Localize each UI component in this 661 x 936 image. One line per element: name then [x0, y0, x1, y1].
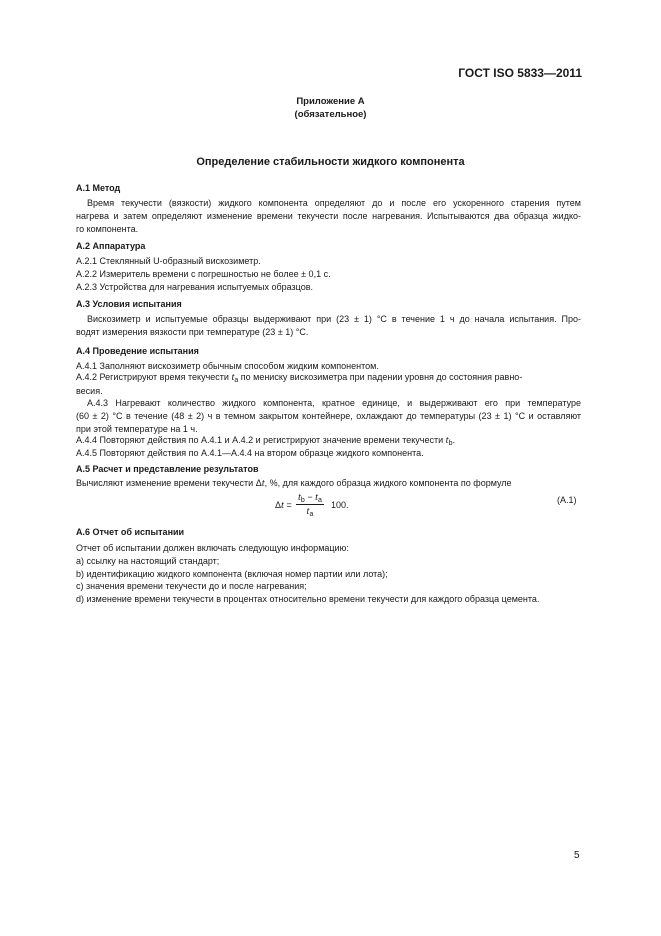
- section-a1-line-2: нагрева и затем определяют изменение времени текучести после нагревания. Испытываются два образца жидко-: [76, 211, 581, 221]
- section-a1-line-3: го компонента.: [76, 224, 139, 234]
- section-a4-item-3: А.4.3 Нагревают количество жидкого компонента, кратное единице, и выдерживают его при температуре: [87, 398, 581, 408]
- formula-lhs: Δt =: [275, 500, 292, 511]
- section-a5-intro: Вычисляют изменение времени текучести Δt, %, для каждого образца жидкого компонента по формуле: [76, 478, 512, 489]
- section-a2-item-3: А.2.3 Устройства для нагревания испытуемых образцов.: [76, 282, 313, 292]
- main-title: Определение стабильности жидкого компонента: [196, 156, 465, 168]
- section-a6-heading: А.6 Отчет об испытании: [76, 527, 185, 537]
- formula-factor: 100.: [331, 500, 349, 510]
- section-a3-line-2: водят измерения вязкости при температуре (23 ± 1) °С.: [76, 327, 309, 337]
- section-a4-item-1: А.4.1 Заполняют вискозиметр обычным способом жидким компонентом.: [76, 361, 379, 371]
- section-a5-heading: А.5 Расчет и представление результатов: [76, 464, 259, 474]
- page-number: 5: [574, 850, 580, 861]
- formula-number: (А.1): [557, 495, 577, 505]
- formula-numerator: $t_b - t_a$: [298, 492, 322, 504]
- section-a4-item-3-line-2: (60 ± 2) °С в течение (48 ± 2) ч в темном закрытом контейнере, охлаждают до температуры (23 ± 1) °С и оставляют: [76, 411, 581, 421]
- section-a4-heading: А.4 Проведение испытания: [76, 346, 199, 356]
- report-item-d: d) изменение времени текучести в процентах относительно времени текучести для каждого образца цемента.: [76, 594, 540, 604]
- section-a3-line-1: Вискозиметр и испытуемые образцы выдерживают при (23 ± 1) °С в течение 1 ч до начала испытания. Про-: [87, 314, 581, 324]
- section-a1-heading: А.1 Метод: [76, 183, 121, 193]
- report-item-b: b) идентификацию жидкого компонента (включая номер партии или лота);: [76, 569, 388, 579]
- section-a6-intro: Отчет об испытании должен включать следующую информацию:: [76, 543, 349, 553]
- section-a1-line-1: Время текучести (вязкости) жидкого компонента определяют до и после его ускоренного старения путем: [87, 198, 581, 208]
- section-a3-heading: А.3 Условия испытания: [76, 299, 182, 309]
- standard-number: ГОСТ ISO 5833—2011: [458, 66, 582, 80]
- appendix-title: Приложение А: [296, 96, 365, 107]
- formula-denominator: $t_a$: [306, 506, 314, 518]
- appendix-status: (обязательное): [294, 109, 367, 120]
- report-item-c: с) значения времени текучести до и после нагревания;: [76, 581, 307, 591]
- section-a4-item-4: А.4.4 Повторяют действия по А.4.1 и А.4.2 и регистрируют значение времени текучести $t_b$.: [76, 435, 455, 447]
- section-a2-item-1: А.2.1 Стеклянный U-образный вискозиметр.: [76, 256, 261, 266]
- report-item-a: а) ссылку на настоящий стандарт;: [76, 556, 220, 566]
- formula-fraction: [296, 491, 324, 518]
- section-a4-item-5: А.4.5 Повторяют действия по А.4.1—А.4.4 на втором образце жидкого компонента.: [76, 448, 424, 458]
- section-a4-item-3-line-3: при этой температуре на 1 ч.: [76, 424, 198, 434]
- section-a4-item-2-cont: весия.: [76, 386, 103, 396]
- section-a4-item-2: А.4.2 Регистрируют время текучести $t_a$ по мениску вискозиметра при падении уровня до состояния равно-: [76, 372, 523, 384]
- section-a2-heading: А.2 Аппаратура: [76, 241, 146, 251]
- section-a2-item-2: А.2.2 Измеритель времени с погрешностью не более ± 0,1 с.: [76, 269, 331, 279]
